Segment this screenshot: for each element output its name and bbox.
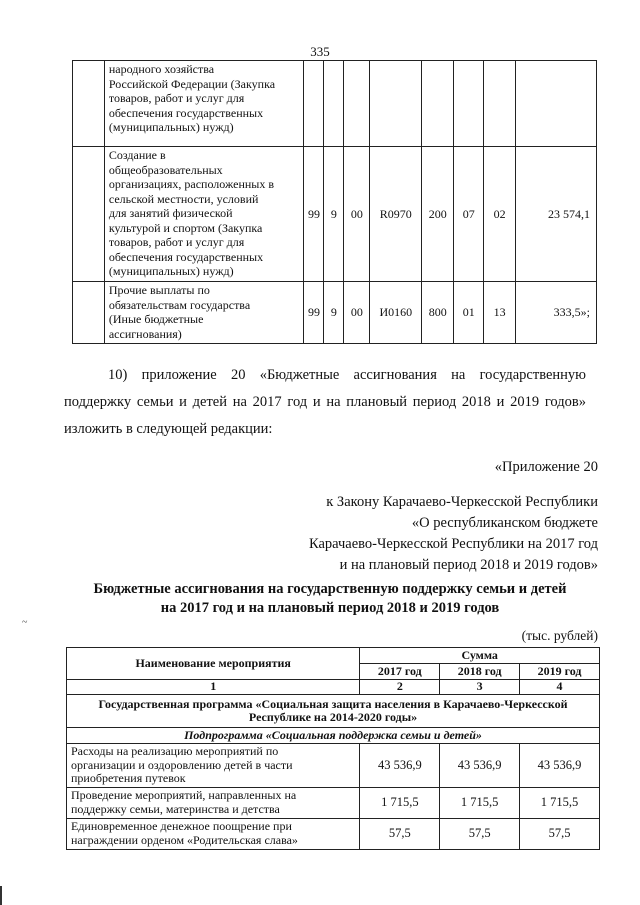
page-number: 335 (310, 44, 330, 59)
value-2017: 43 536,9 (360, 744, 440, 788)
code-cell: 00 (344, 282, 370, 344)
header-name: Наименование мероприятия (67, 648, 360, 680)
value-2019: 43 536,9 (520, 744, 600, 788)
amendment-paragraph: 10) приложение 20 «Бюджетные ассигнования на государственную поддержку семьи и детей на 2017 год и на плановый период 2018 и 2019 годов» изложить в следующей редакции: (64, 367, 586, 437)
empty-cell (73, 61, 105, 147)
code-cell (422, 61, 454, 147)
code-cell (370, 61, 422, 147)
amount-cell: 333,5»; (516, 282, 597, 344)
code-cell: 99 (304, 282, 324, 344)
column-number-row (67, 680, 600, 695)
amount-cell: 23 574,1 (516, 147, 597, 282)
subprogram-row (67, 728, 600, 744)
table-row (67, 788, 600, 819)
table-row (73, 61, 597, 147)
table-row (73, 282, 597, 344)
row-description: Прочие выплаты по обязательствам государства (Иные бюджетные ассигнования) (104, 282, 304, 344)
header-sum: Сумма (360, 648, 600, 664)
code-cell: 99 (304, 147, 324, 282)
header-year: 2017 год (360, 664, 440, 680)
table-header-row (67, 648, 600, 664)
appendix-reference: к Закону Карачаево-Черкесской Республики «О республиканском бюджете Карачаево-Черкесской Республики на 2017 год и на плановый период 2018 и 2019 годов» (308, 494, 598, 573)
program-row (67, 695, 600, 728)
value-2019: 57,5 (520, 819, 600, 850)
empty-cell (73, 147, 105, 282)
table-row (67, 744, 600, 788)
measure-name: Расходы на реализацию мероприятий по организации и оздоровлению детей в части приобретения путевок (67, 744, 360, 788)
column-number: 2 (360, 680, 440, 695)
value-2018: 43 536,9 (440, 744, 520, 788)
code-cell (304, 61, 324, 147)
code-cell: 200 (422, 147, 454, 282)
column-number: 3 (440, 680, 520, 695)
header-year: 2019 год (520, 664, 600, 680)
code-cell: И0160 (370, 282, 422, 344)
code-cell: R0970 (370, 147, 422, 282)
code-cell: 01 (454, 282, 484, 344)
column-number: 4 (520, 680, 600, 695)
code-cell: 800 (422, 282, 454, 344)
assignments-table (66, 647, 600, 850)
empty-cell (73, 282, 105, 344)
value-2019: 1 715,5 (520, 788, 600, 819)
code-cell: 02 (484, 147, 516, 282)
column-number: 1 (67, 680, 360, 695)
code-cell (484, 61, 516, 147)
table-row (67, 819, 600, 850)
code-cell (454, 61, 484, 147)
header-year: 2018 год (440, 664, 520, 680)
scan-edge-mark (0, 886, 2, 905)
code-cell: 9 (324, 147, 344, 282)
program-title: Государственная программа «Социальная защита населения в Карачаево-Черкесской Республике на 2014-2020 годы» (67, 695, 600, 728)
row-description: Создание в общеобразовательных организациях, расположенных в сельской местности, условий для занятий физической культурой и спортом (Закупка товаров, работ и услуг для обеспечения государственных (муниципальных) нужд) (104, 147, 304, 282)
code-cell (324, 61, 344, 147)
value-2018: 57,5 (440, 819, 520, 850)
appendix-title: «Приложение 20 (494, 459, 598, 475)
measure-name: Единовременное денежное поощрение при награждении орденом «Родительская слава» (67, 819, 360, 850)
amount-cell (516, 61, 597, 147)
code-cell (344, 61, 370, 147)
code-cell: 9 (324, 282, 344, 344)
measure-name: Проведение мероприятий, направленных на поддержку семьи, материнства и детства (67, 788, 360, 819)
subprogram-title: Подпрограмма «Социальная поддержка семьи и детей» (67, 728, 600, 744)
code-cell: 07 (454, 147, 484, 282)
table-row (73, 147, 597, 282)
value-2018: 1 715,5 (440, 788, 520, 819)
top-budget-table (72, 60, 597, 344)
margin-mark: ~ (22, 617, 28, 628)
value-2017: 57,5 (360, 819, 440, 850)
code-cell: 13 (484, 282, 516, 344)
row-description: народного хозяйства Российской Федерации (Закупка товаров, работ и услуг для обеспечения государственных (муниципальных) нужд) (104, 61, 304, 147)
units-label: (тыс. рублей) (521, 628, 598, 643)
document-heading: Бюджетные ассигнования на государственную поддержку семьи и детей на 2017 год и на плановый период 2018 и 2019 годов (93, 581, 567, 616)
value-2017: 1 715,5 (360, 788, 440, 819)
code-cell: 00 (344, 147, 370, 282)
